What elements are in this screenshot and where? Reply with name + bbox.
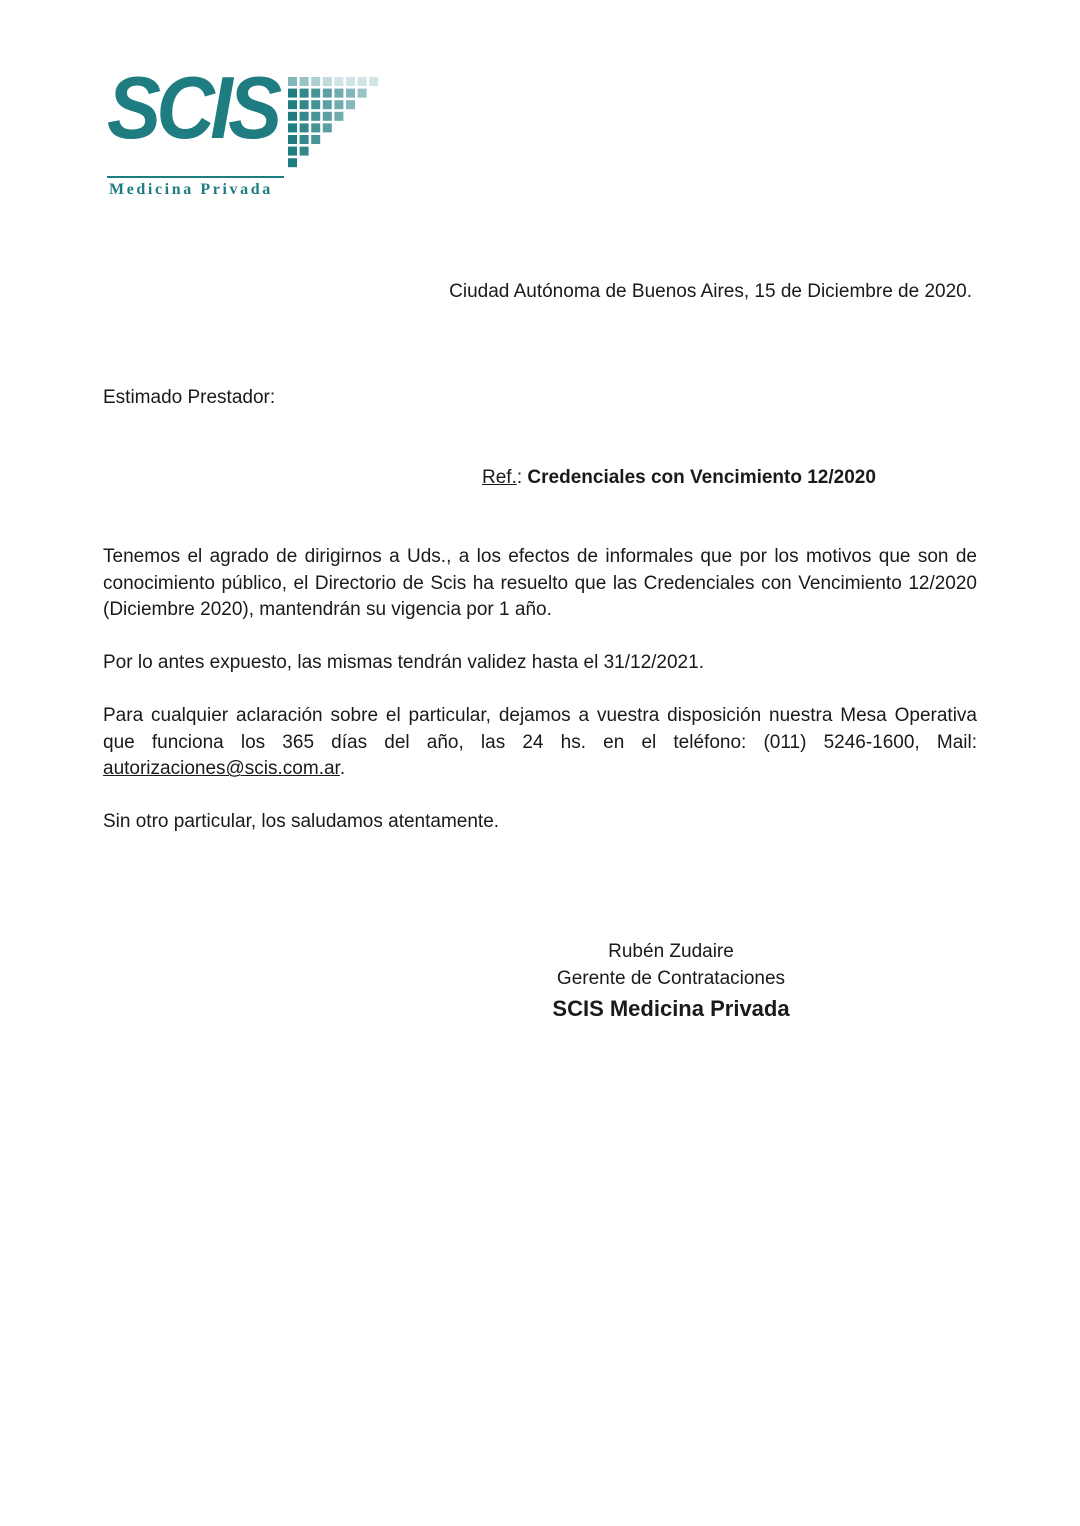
letter-greeting: Estimado Prestador:	[103, 387, 276, 408]
logo-grid-square	[300, 112, 309, 121]
logo-grid-square	[369, 77, 378, 86]
logo-grid-square	[311, 112, 320, 121]
closing-paragraph: Sin otro particular, los saludamos atentamente.	[103, 811, 500, 832]
logo-grid-square	[323, 112, 332, 121]
contact-text: Para cualquier aclaración sobre el particular, dejamos a vuestra disposición nuestra Mesa Operativa que funciona los 365 días del año, las 24 hs. en el teléfono: (011) 5246-1600, Mail:	[103, 705, 977, 753]
logo-grid-square	[346, 77, 355, 86]
letter-reference	[482, 465, 876, 492]
logo-grid-square	[288, 158, 297, 167]
logo-grid-square	[358, 89, 367, 98]
logo-grid-square	[300, 77, 309, 86]
reference-label: Ref.	[482, 467, 517, 488]
logo-grid-square	[323, 123, 332, 132]
logo-grid-square	[300, 135, 309, 144]
logo-grid-square	[288, 77, 297, 86]
contact-end: .	[339, 758, 346, 780]
logo-subtitle: Medicina Privada	[109, 181, 273, 198]
signature-organization: SCIS Medicina Privada	[552, 996, 790, 1021]
logo-grid-square	[311, 89, 320, 98]
logo-grid-square	[358, 77, 367, 86]
logo-grid-square	[334, 89, 343, 98]
logo-grid-square	[323, 89, 332, 98]
body-paragraph-3	[103, 703, 977, 783]
logo-grid-square	[346, 89, 355, 98]
logo-grid-square	[323, 100, 332, 109]
signature-name: Rubén Zudaire	[608, 941, 734, 962]
logo-grid-square	[334, 100, 343, 109]
logo-grid-square	[288, 89, 297, 98]
logo-grid-square	[300, 89, 309, 98]
logo-grid-square	[346, 100, 355, 109]
reference-separator: :	[516, 467, 528, 488]
logo-grid-square	[288, 112, 297, 121]
logo-divider	[107, 176, 284, 178]
logo-wordmark: SCIS	[107, 58, 278, 157]
email-link[interactable]: autorizaciones@scis.com.ar	[103, 758, 340, 780]
logo-grid-square	[311, 123, 320, 132]
logo-grid-icon	[288, 77, 382, 169]
logo-grid-square	[323, 77, 332, 86]
reference-subject: Credenciales con Vencimiento 12/2020	[527, 467, 876, 488]
logo-grid-square	[311, 135, 320, 144]
logo-grid-square	[311, 77, 320, 86]
logo-grid-square	[300, 147, 309, 156]
logo-grid-square	[311, 100, 320, 109]
logo-grid-square	[334, 77, 343, 86]
logo-grid-square	[334, 112, 343, 121]
body-paragraph-1: Tenemos el agrado de dirigirnos a Uds., a los efectos de informales que por los motivos que son de conocimiento público, el Directorio de Scis ha resuelto que las Credenciales con Vencimiento 12/2020 (Diciembre 2020), mantendrán su vigencia por 1 año.	[103, 546, 977, 621]
body-paragraph-2: Por lo antes expuesto, las mismas tendrán validez hasta el 31/12/2021.	[103, 652, 704, 673]
logo-grid-square	[288, 135, 297, 144]
logo-grid-square	[288, 100, 297, 109]
logo-grid-square	[300, 123, 309, 132]
logo-grid-square	[300, 100, 309, 109]
scis-logo	[107, 58, 382, 202]
letter-date: Ciudad Autónoma de Buenos Aires, 15 de Diciembre de 2020.	[449, 281, 972, 302]
logo-grid-square	[288, 123, 297, 132]
logo-grid-square	[288, 147, 297, 156]
signature-title: Gerente de Contrataciones	[556, 968, 786, 989]
